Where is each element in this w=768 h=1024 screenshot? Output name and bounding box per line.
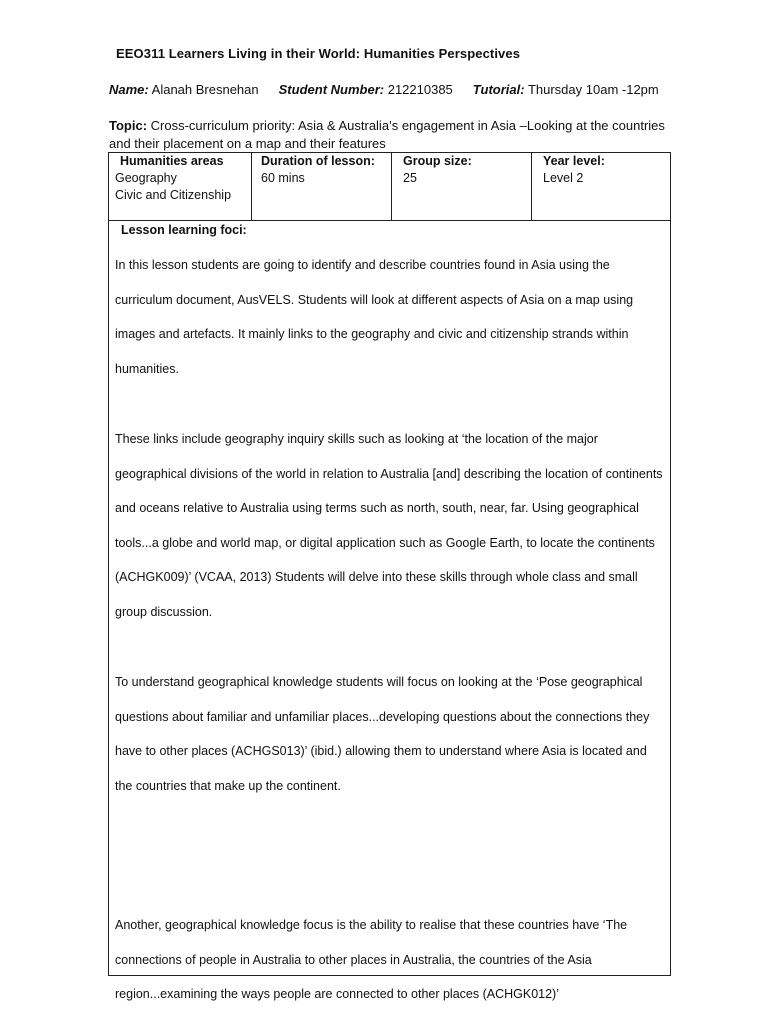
student-number-value: 212210385: [387, 82, 453, 97]
year-level-cell: [532, 153, 670, 220]
topic-label: Topic:: [109, 118, 148, 133]
lesson-details-row: [109, 153, 670, 221]
humanities-area-item: Geography: [115, 171, 177, 185]
humanities-areas-header: Humanities areas: [120, 154, 224, 168]
group-size-cell: [392, 153, 532, 220]
foci-paragraph: To understand geographical knowledge students will focus on looking at the ‘Pose geographical questions about familiar and unfamiliar places...developing questions about the connections they have to other places (ACHGS013)’ (ibid.) allowing them to understand where Asia is located and the countries that make up the continent.: [115, 675, 650, 793]
topic-value: Cross-curriculum priority: Asia & Australia’s engagement in Asia –Looking at the countries and their placement on a map and their features: [109, 118, 665, 151]
year-level-value: Level 2: [543, 171, 584, 185]
duration-value: 60 mins: [261, 171, 305, 185]
name-label: Name:: [109, 82, 149, 97]
course-title: EEO311 Learners Living in their World: Humanities Perspectives: [116, 46, 521, 61]
foci-paragraph: These links include geography inquiry skills such as looking at ‘the location of the major geographical divisions of the world in relation to Australia [and] describing the location of continents and oceans relative to Australia using terms such as north, south, near, far. Using geographical tools...a globe and world map, or digital application such as Google Earth, to locate the continents (ACHGK009)’ (VCAA, 2013) Students will delve into these skills through whole class and small group discussion.: [115, 432, 663, 619]
group-size-header: Group size:: [403, 154, 472, 168]
tutorial-label: Tutorial:: [472, 82, 525, 97]
lesson-plan-table: [108, 152, 671, 1001]
group-size-value: 25: [403, 171, 417, 185]
duration-header: Duration of lesson:: [261, 154, 375, 168]
duration-cell: [252, 153, 392, 220]
foci-paragraph: In this lesson students are going to identify and describe countries found in Asia using the curriculum document, AusVELS. Students will look at different aspects of Asia on a map using images and artefacts. It mainly links to the geography and civic and citizenship strands within humanities.: [115, 258, 634, 376]
topic-line: [109, 117, 669, 153]
foci-paragraph: Another, geographical knowledge focus is the ability to realise that these countries have ‘The connections of people in Australia to other places in Australia, the countries of the Asia region...examining the ways people are connected to other places (ACHGK012)’: [115, 918, 628, 1001]
learning-foci-title: Lesson learning foci:: [121, 223, 247, 237]
student-info-line: [109, 82, 659, 97]
year-level-header: Year level:: [543, 154, 605, 168]
name-value: Alanah Bresnehan: [151, 82, 259, 97]
tutorial-value: Thursday 10am -12pm: [527, 82, 659, 97]
humanities-areas-cell: [109, 153, 252, 220]
humanities-area-item: Civic and Citizenship: [115, 188, 232, 202]
student-number-label: Student Number:: [278, 82, 385, 97]
